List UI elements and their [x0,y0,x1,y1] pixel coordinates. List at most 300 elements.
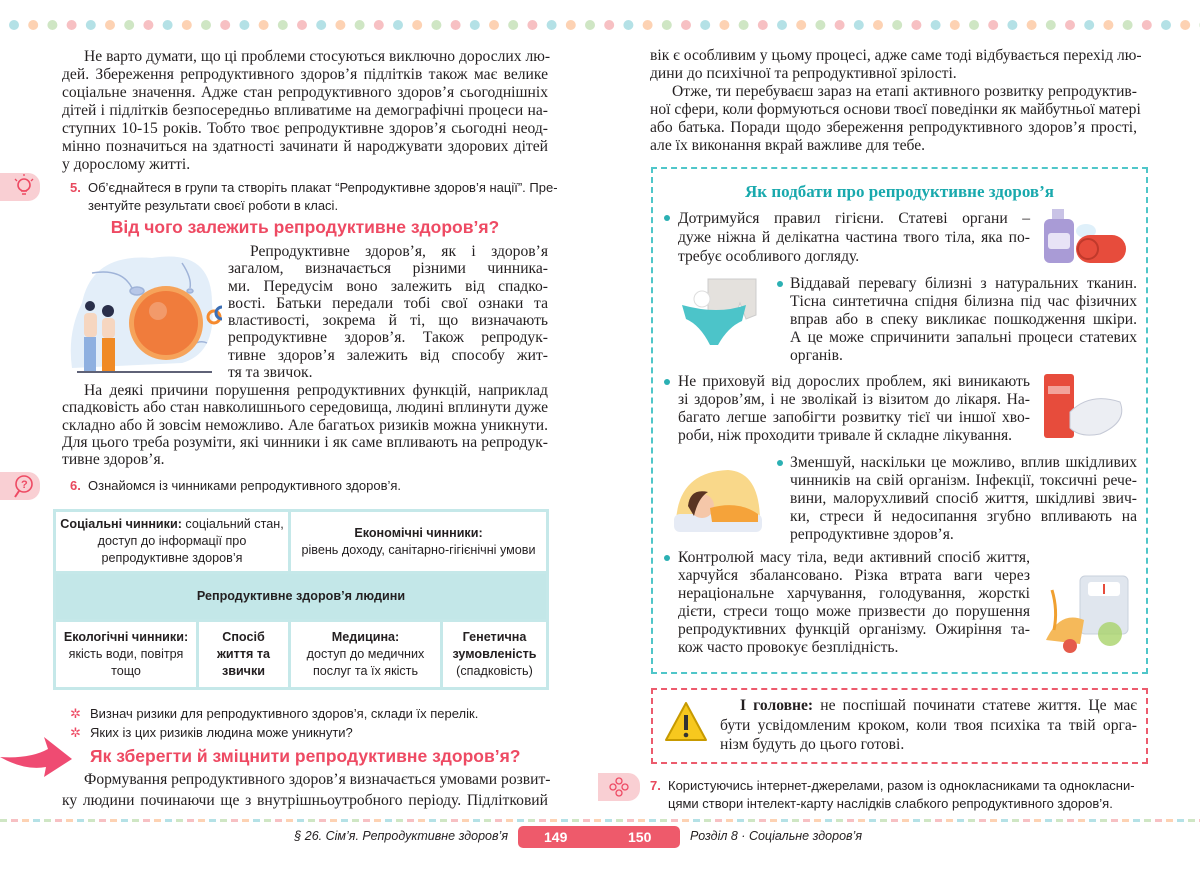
footer-section-title: Розділ 8 · Соціальне здоров’я [690,829,863,843]
decorative-dot [1084,20,1094,30]
svg-text:?: ? [21,479,28,491]
decorative-dot [873,20,883,30]
text-line: тивне здоров’я. [62,451,165,469]
text-line: требує особливого догляду. [678,248,860,265]
question-text: Визнач ризики для репродуктивного здоров’я, склади їх перелік. [90,706,479,721]
footer-dash [627,819,634,822]
decorative-dot [355,20,365,30]
decorative-dot [892,20,902,30]
bullet-icon [664,215,670,221]
footer-dash [110,819,117,822]
cell-text: (спадковість) [456,664,533,678]
footer-dash [55,819,62,822]
decorative-dot [623,20,633,30]
footer-dash [693,819,700,822]
text-line: ної сфери, коли формуються основи твоєї поведінки як майбутньої матері [650,101,1141,118]
tip-item [678,209,1030,266]
text-line: дітей і підлітків безпосередньо впливатиме на демографічні процеси на- [62,102,548,119]
footer-dash [242,819,249,822]
footer-dash [1001,819,1008,822]
cell-title: Спосіб життя та звички [216,630,271,678]
footer-dash [583,819,590,822]
footer-dash [1188,819,1195,822]
footer-dash [1056,819,1063,822]
development-paragraph [650,83,1141,155]
text-line: роби, ніж проходити тривале й складне лікування. [678,427,1013,444]
footer-dash [880,819,887,822]
bullet-icon [777,281,783,287]
footer-dash [594,819,601,822]
footer-dash [1155,819,1162,822]
text-line: репродуктивне здоров’я. [790,526,954,543]
footer-dash [1034,819,1041,822]
questions-list [70,705,550,742]
footer-dash [407,819,414,822]
decorative-dot [201,20,211,30]
footer-dash [506,819,513,822]
tip-item [678,373,1030,445]
question-item [70,724,550,742]
sun-bullet-icon: ✲ [70,725,81,740]
cell-title: Медицина: [331,630,400,644]
footer-dash [660,819,667,822]
decorative-dot [585,20,595,30]
text-line: Тісна синтетична спідня білизна під час фізичних [790,293,1137,310]
genetic-cell [442,621,548,689]
couple-egg-illustration [62,243,222,375]
footer-dash [231,819,238,822]
text-line: ми. Передусім воно залежить від спадко- [228,277,548,295]
footer-dash [528,819,535,822]
text-line: Не варто думати, що ці проблеми стосуються виключно дорослих лю- [84,48,551,65]
decorative-dot [527,20,537,30]
text-line: Для цього треба розуміти, які чинники і як саме впливають на репродук- [62,433,548,451]
footer-dash [979,819,986,822]
decorative-dot [835,20,845,30]
footer-dash [803,819,810,822]
footer-dash [1144,819,1151,822]
text-line: зі здоров’ям, і не зволікай із візитом до лікаря. На- [678,391,1030,408]
footer-dash [0,819,7,822]
page-number-badge [518,826,680,848]
footer-dash [121,819,128,822]
text-line: дини до психічної та репродуктивної зрілості. [650,65,957,82]
footer-dash [935,819,942,822]
social-factors-cell [55,511,290,573]
footer-dash [968,819,975,822]
text-line: Об’єднайтеся в групи та створіть плакат “Репродуктивне здоров’я нації”. Пре- [88,180,558,195]
decorative-dot [47,20,57,30]
footer-dash [946,819,953,822]
text-line: Отже, ти перебуваєш зараз на етапі активного розвитку репродуктив- [672,83,1137,100]
text-line: бути усвідомленим кроком, коли твоя психіка та твій орга- [720,716,1137,734]
footer-dash [715,819,722,822]
decorative-dot [719,20,729,30]
footer-dash [264,819,271,822]
footer-dash [781,819,788,822]
task-7 [650,777,1150,813]
footer-dash [847,819,854,822]
decorative-dot [950,20,960,30]
section-heading: Від чого залежить репродуктивне здоров’я? [110,217,500,237]
text-line: ки, стреси й недосипання згубно впливають на [790,508,1137,525]
decorative-dot [758,20,768,30]
text-line: властивості, зокрема й ті, що визначають [228,312,548,330]
footer-dash [572,819,579,822]
decorative-dot [969,20,979,30]
footer-dashed-line [0,819,1200,823]
footer-dash [176,819,183,822]
decorative-dot [316,20,326,30]
decorative-dot [1027,20,1037,30]
footer-dash [451,819,458,822]
task-6 [70,477,550,495]
footer-dash [1045,819,1052,822]
footer-dash [858,819,865,822]
decorative-dot [220,20,230,30]
footer-dash [330,819,337,822]
decorative-dot [412,20,422,30]
decorative-dot [604,20,614,30]
decorative-dot [259,20,269,30]
decorative-dot [566,20,576,30]
decorative-dot [374,20,384,30]
warning-icon [664,700,708,744]
footer-dash [748,819,755,822]
footer-dash [396,819,403,822]
economic-factors-cell [290,511,548,573]
text-line: харчуйся збалансовано. Різка втрата ваги через [678,567,1030,584]
footer-dash [759,819,766,822]
text-line: цями створи інтелект-карту наслідків слабкого репродуктивного здоров’я. [668,796,1113,811]
text-line: тя та звичок. [228,364,313,382]
text-line: нераціональне харчування, голодування, жорсткі [678,585,1030,602]
footer-dash [561,819,568,822]
lifestyle-cell [198,621,290,689]
footer-dash [990,819,997,822]
text-line: Зменшуй, наскільки це можливо, вплив шкідливих [790,454,1137,471]
footer-dash [88,819,95,822]
footer-dash [869,819,876,822]
section-heading: Як зберегти й зміцнити репродуктивне здоров’я? [90,746,521,766]
footer-dash [814,819,821,822]
footer-dash [473,819,480,822]
footer-dash [352,819,359,822]
factors-table [53,509,549,690]
warning-text [720,696,1137,755]
task-text [88,179,558,215]
formation-paragraph [62,769,551,811]
footer-dash [957,819,964,822]
decorative-dot [470,20,480,30]
decorative-dot [547,20,557,30]
task-7-badge [598,773,640,801]
footer-dash [99,819,106,822]
bullet-icon [777,460,783,466]
scale-food-image [1040,570,1132,656]
footer-dash [44,819,51,822]
tip-item [790,454,1137,544]
footer-dash [616,819,623,822]
footer-dash [220,819,227,822]
footer-dash [638,819,645,822]
text-line: чинників на свій організм. Інфекції, токсичні рече- [790,472,1137,489]
footer-dash [253,819,260,822]
footer-dash [319,819,326,822]
text-line: вини, малорухливий спосіб життя, шкідливі звич- [790,490,1137,507]
decorative-dot [988,20,998,30]
text-line: репродуктивне здоров’я. Також репродук- [228,329,548,347]
left-page-number: 149 [544,829,568,845]
decorative-dot [700,20,710,30]
footer-dash [682,819,689,822]
decorative-dot [28,20,38,30]
cell-title: Екологічні чинники: [63,630,189,644]
text-line: багато легше запобігти розвитку тієї чи іншої хво- [678,409,1030,426]
footer-dash [22,819,29,822]
decorative-dot [105,20,115,30]
footer-dash [418,819,425,822]
decorative-dot [508,20,518,30]
footer-dash [737,819,744,822]
text-line: спадковість або стан навколишнього середовища, людині вплинути дуже [62,399,548,417]
footer-dash [517,819,524,822]
footer-dash [308,819,315,822]
text-line: На деякі причини порушення репродуктивних функцій, наприклад [84,382,548,399]
decorative-dot [67,20,77,30]
underwear-image [678,275,770,350]
decorative-dot [931,20,941,30]
footer-dash [1023,819,1030,822]
text-line [720,696,1137,716]
text-line: дієти, стреси тощо може призвести до порушення [678,603,1030,620]
text-line: тивне здоров’я залежить від способу жит- [228,346,548,364]
decorative-dot [815,20,825,30]
decorative-dot [1046,20,1056,30]
decorative-dot [9,20,19,30]
footer-dash [1111,819,1118,822]
cell-text: соціальний стан, доступ до інформації про репродуктивне здоров’я [97,517,284,565]
risks-paragraph [62,382,548,468]
decorative-dot [1065,20,1075,30]
decorative-dot [489,20,499,30]
sun-bullet-icon: ✲ [70,706,81,721]
decorative-dot [911,20,921,30]
text-line: Не приховуй від дорослих проблем, які виникають [678,373,1030,390]
decorative-dot [335,20,345,30]
lightbulb-icon [0,173,40,201]
text-line: у дорослому житті. [62,156,191,173]
text-line: вості. Батьки передали тобі свої ознаки та [228,294,548,312]
text-line: дуже ніжна й делікатна частина твого тіла, яка по- [678,229,1030,246]
footer-dash [1133,819,1140,822]
cell-title: Економічні чинники: [354,525,483,540]
tip-item [790,275,1137,365]
decorative-dot [643,20,653,30]
text-line: кож часто провокує безплідність. [678,639,899,656]
footer-dash [440,819,447,822]
footer-dash [605,819,612,822]
task-number: 6. [70,478,81,493]
text-line: Репродуктивне здоров’я, як і здоров’я [250,243,548,260]
task-number: 7. [650,778,661,793]
text-line: складно або й зовсім неможливо. Але багатьох ризиків можна уникнути. [62,416,548,434]
footer-dash [539,819,546,822]
footer-dash [704,819,711,822]
text-line: дей. Збереження репродуктивного здоров’я підлітків також має велике [62,66,548,83]
decorative-dot [239,20,249,30]
decorative-dot [739,20,749,30]
cell-title: Генетична зумовленість [452,630,537,661]
soap-towel-image [1040,205,1132,267]
decorative-dot [451,20,461,30]
task-number: 5. [70,180,81,195]
factors-paragraph [228,243,548,381]
question-search-icon [0,472,40,500]
footer-dash [1100,819,1107,822]
footer-dash [1089,819,1096,822]
text-line: Формування репродуктивного здоров’я визначається умовами розвит- [84,771,551,788]
decorative-dot [1180,20,1190,30]
intro-paragraph [62,48,551,174]
footer-dash [550,819,557,822]
tips-box-title: Як подбати про репродуктивне здоров’я [745,182,1054,201]
footer-dash [385,819,392,822]
text-line: зентуйте результати своєї роботи в класі. [88,198,339,213]
hygiene-products-image [1040,372,1132,442]
footer-dash [1166,819,1173,822]
decorative-dot [777,20,787,30]
footer-dash [1067,819,1074,822]
decorative-dot [662,20,672,30]
decorative-dot [86,20,96,30]
decorative-dot [278,20,288,30]
decorative-dot [1007,20,1017,30]
decorative-dot [124,20,134,30]
footer-dash [462,819,469,822]
decorative-dot [1161,20,1171,30]
decorative-dot [1123,20,1133,30]
text-line: Віддавай перевагу білизні з натуральних тканин. [790,275,1137,292]
text-line: але їх виконання вкрай важливе для тебе. [650,137,926,154]
text-line: нізм будуть до цього готові. [720,736,905,753]
question-text: Яких із цих ризиків людина може уникнути? [90,725,353,740]
text-line: Користуючись інтернет-джерелами, разом із однокласниками та однокласни- [668,778,1135,793]
footer-dash [286,819,293,822]
decorative-dot [163,20,173,30]
cell-title: Соціальні чинники: [60,517,182,531]
footer-dash [770,819,777,822]
text-line: ступних 10-15 років. Тобто твоє репродуктивне здоров’я сьогодні неод- [62,120,548,137]
decorative-dot [1103,20,1113,30]
decorative-dot-border [0,19,1200,31]
footer-dash [726,819,733,822]
footer-dash [1177,819,1184,822]
footer-dash [495,819,502,822]
footer-dash [66,819,73,822]
text-line: А це може спричинити запальні процеси статевих [790,329,1137,346]
text-line: ку людини починаючи ще з внутрішньоутробного періоду. Підлітковий [62,792,548,809]
sleeping-girl-image [668,462,764,538]
footer-dash [429,819,436,822]
footer-dash [341,819,348,822]
footer-dash [165,819,172,822]
question-item [70,705,550,723]
text-line: мінно позначиться на здатності зачинати й народжувати здорових дітей [62,138,548,155]
reproductive-health-center-cell: Репродуктивне здоров’я людини [55,573,548,621]
task-5 [70,179,558,215]
footer-dash [143,819,150,822]
ecological-factors-cell [55,621,198,689]
bullet-icon [664,379,670,385]
footer-dash [891,819,898,822]
footer-dash [209,819,216,822]
footer-dash [913,819,920,822]
text-line: Дотримуйся правил гігієни. Статеві органи – [678,210,1030,227]
bullet-icon [664,555,670,561]
tip-item [678,549,1030,657]
text-line: вік є особливим у цьому процесі, адже саме тоді відбувається перехід лю- [650,47,1142,64]
footer-dash [1012,819,1019,822]
text-line: органів. [790,347,843,364]
decorative-dot [297,20,307,30]
right-page-number: 150 [628,829,652,845]
decorative-dot [796,20,806,30]
medicine-cell [290,621,442,689]
text-line: репродуктивних функцій організму. Ожиріння та- [678,621,1030,638]
decorative-dot [143,20,153,30]
footer-dash [825,819,832,822]
footer-dash [1078,819,1085,822]
task-5-badge [0,173,40,201]
decorative-dot [1142,20,1152,30]
footer-dash [671,819,678,822]
text-line: Контролюй масу тіла, веди активний спосіб життя, [678,549,1030,566]
task-6-badge [0,472,40,500]
decorative-dot [431,20,441,30]
group-icon [598,773,640,801]
text-line: Ознайомся із чинниками репродуктивного здоров’я. [88,478,402,493]
footer-dash [33,819,40,822]
decorative-dot [393,20,403,30]
footer-dash [374,819,381,822]
footer-dash [187,819,194,822]
footer-dash [792,819,799,822]
footer-dash [902,819,909,822]
footer-dash [297,819,304,822]
cell-text: якість води, повітря тощо [68,647,184,678]
footer-dash [132,819,139,822]
text-line: соціальне значення. Адже стан репродуктивного здоров’я сьогоднішніх [62,84,548,101]
task-text [668,777,1150,813]
decorative-dot [854,20,864,30]
footer-dash [924,819,931,822]
footer-chapter-title: § 26. Сім’я. Репродуктивне здоров’я [294,829,508,843]
footer-dash [1122,819,1129,822]
footer-dash [77,819,84,822]
decorative-dot [182,20,192,30]
footer-dash [198,819,205,822]
cell-text: рівень доходу, санітарно-гігієнічні умови [301,542,536,557]
footer-dash [11,819,18,822]
text-line: або батька. Поради щодо збереження репродуктивного здоров’я прості, [650,119,1137,136]
footer-dash [484,819,491,822]
footer-dash [836,819,843,822]
cell-text: доступ до медичних послуг та їх якість [306,647,425,678]
text-line: загалом, визначається різними чинника- [228,260,548,278]
warning-label: І головне: [740,697,814,714]
task-text [88,477,550,495]
